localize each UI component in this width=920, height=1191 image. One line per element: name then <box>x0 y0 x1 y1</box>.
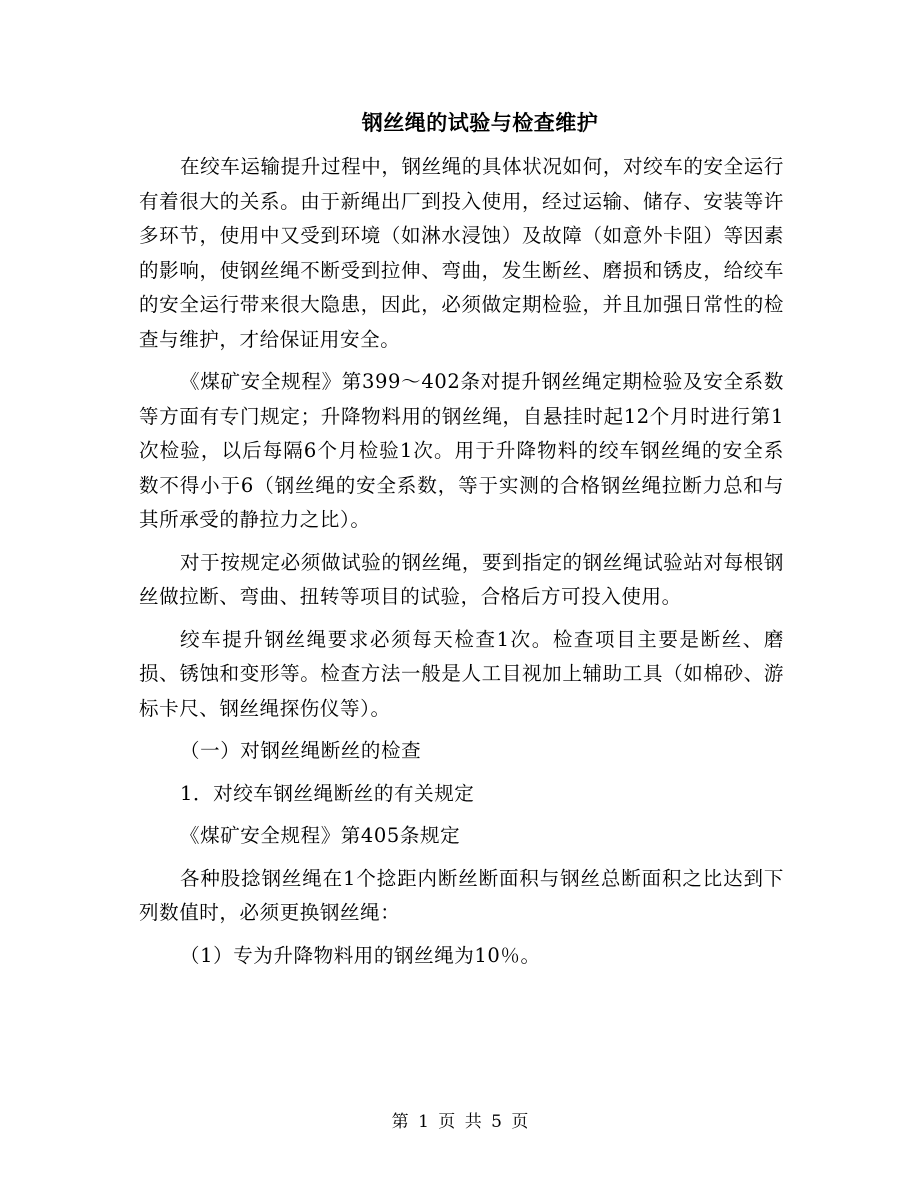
document-body <box>139 150 784 981</box>
paragraph-regulation-399: 《煤矿安全规程》第399～402条对提升钢丝绳定期检验及安全系数等方面有专门规定；升降物料用的钢丝绳，自悬挂时起12个月时进行第1次检验，以后每隔6个月检验1次。用于升降物料的绞车钢丝绳的安全系数不得小于6（钢丝绳的安全系数，等于实测的合格钢丝绳拉断力总和与其所承受的静拉力之比）。 <box>139 370 784 531</box>
section-heading-broken-wire: （一）对钢丝绳断丝的检查 <box>180 739 422 762</box>
paragraph-regulation-405: 《煤矿安全规程》第405条规定 <box>180 824 461 847</box>
paragraph-daily-inspection: 绞车提升钢丝绳要求必须每天检查1次。检查项目主要是断丝、磨损、锈蚀和变形等。检查方法一般是人工目视加上辅助工具（如棉砂、游标卡尺、钢丝绳探伤仪等）。 <box>139 627 784 720</box>
paragraph-replacement-criteria: 各种股捻钢丝绳在1个捻距内断丝断面积与钢丝总断面积之比达到下列数值时，必须更换钢丝绳： <box>139 866 784 924</box>
page-footer: 第 1 页 共 5 页 <box>391 1112 529 1132</box>
list-item-material-rope: （1）专为升降物料用的钢丝绳为10％。 <box>180 943 541 967</box>
paragraph-intro: 在绞车运输提升过程中，钢丝绳的具体状况如何，对绞车的安全运行有着很大的关系。由于新绳出厂到投入使用，经过运输、储存、安装等许多环节，使用中又受到环境（如淋水浸蚀）及故障（如意外卡阻）等因素的影响，使钢丝绳不断受到拉伸、弯曲，发生断丝、磨损和锈皮，给绞车的安全运行带来很大隐患，因此，必须做定期检验，并且加强日常性的检查与维护，才给保证用安全。 <box>139 155 784 351</box>
paragraph-testing: 对于按规定必须做试验的钢丝绳，要到指定的钢丝绳试验站对每根钢丝做拉断、弯曲、扭转等项目的试验，合格后方可投入使用。 <box>139 550 784 608</box>
subsection-heading-regulations: 1．对绞车钢丝绳断丝的有关规定 <box>180 781 475 805</box>
document-title: 钢丝绳的试验与检查维护 <box>361 110 599 135</box>
